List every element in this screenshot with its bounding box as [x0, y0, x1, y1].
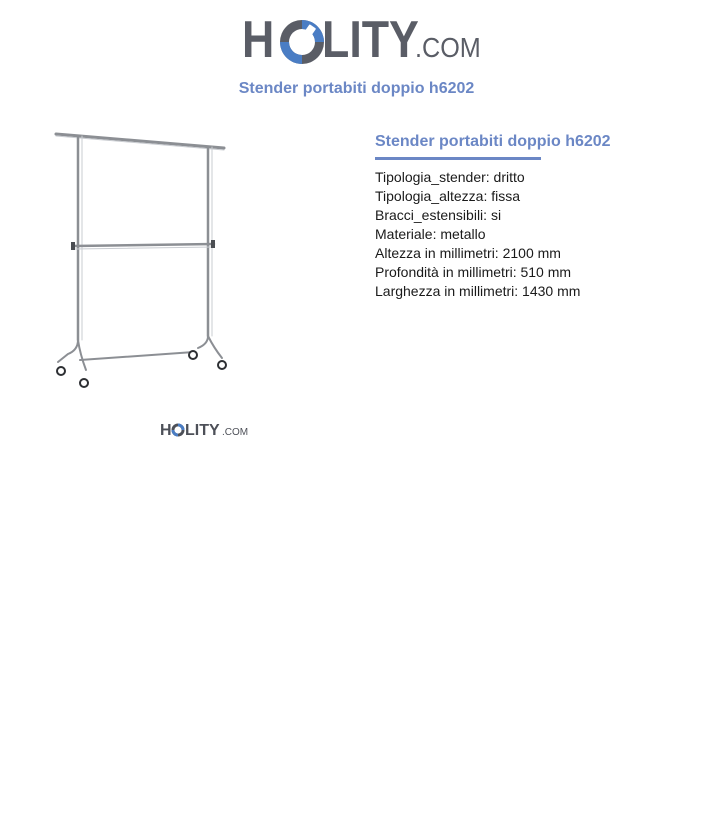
product-title: Stender portabiti doppio h6202: [375, 133, 611, 150]
watermark-rest: LITY: [185, 422, 220, 439]
watermark-suffix: .COM: [222, 427, 249, 438]
title-underline: [375, 157, 541, 160]
watermark-logo: [160, 422, 248, 439]
logo-letters-lity: LITY: [322, 11, 419, 69]
clothes-rack-icon: [56, 134, 224, 370]
spec-item: Bracci_estensibili: si: [375, 207, 502, 223]
holity-logo[interactable]: [242, 12, 482, 68]
product-image: [28, 118, 290, 470]
spec-item: Profondità in millimetri: 510 mm: [375, 264, 572, 280]
spec-item: Larghezza in millimetri: 1430 mm: [375, 283, 581, 299]
logo-letter-h: H: [242, 11, 275, 69]
logo-suffix: .COM: [415, 32, 481, 63]
watermark-h: H: [160, 422, 172, 439]
watermark-o-icon: [172, 424, 185, 437]
spec-list: [375, 168, 580, 301]
spec-item: Materiale: metallo: [375, 226, 486, 242]
spec-item: Altezza in millimetri: 2100 mm: [375, 245, 561, 261]
page-title: Stender portabiti doppio h6202: [238, 80, 475, 97]
spec-item: Tipologia_altezza: fissa: [375, 188, 521, 204]
logo-o-icon: [279, 19, 325, 65]
spec-item: Tipologia_stender: dritto: [375, 169, 525, 185]
